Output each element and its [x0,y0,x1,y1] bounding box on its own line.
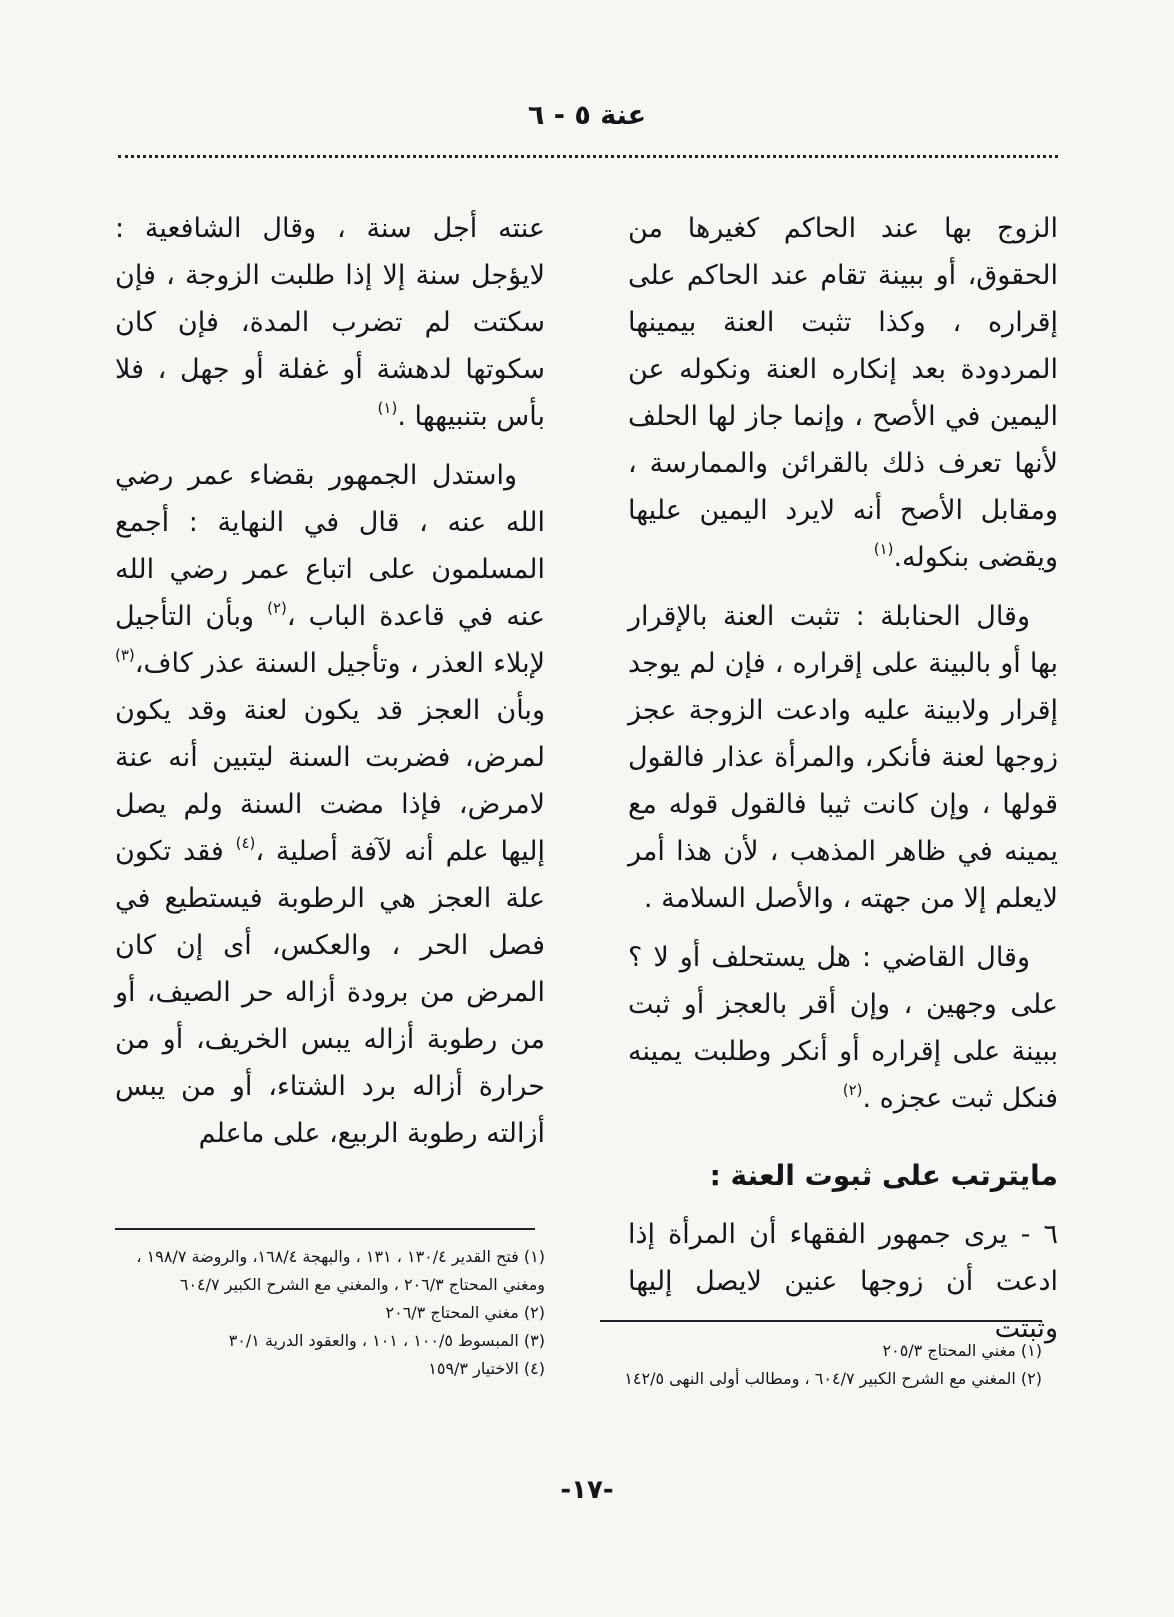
footnotes-right [600,1337,1042,1393]
paragraph-text: فقد تكون علة العجز هي الرطوبة فيستطيع في فصل الحر ، والعكس، أى إن كان المرض من برودة أزاله حر الصيف، أو من رطوبة أزاله يبس الخريف، أو من حرارة أزاله برد الشتاء، أو من يبس أزالته رطوبة الربيع، على ماعلم [115,836,545,1149]
footnote-ref: (٢) [267,599,287,617]
page-number: -١٧- [560,1475,614,1505]
footnote-rule-right [600,1320,1042,1322]
footnote-ref: (٢) [842,1081,863,1099]
paragraph-text: الزوج بها عند الحاكم كغيرها من الحقوق، أو ببينة تقام عند الحاكم على إقراره ، وكذا تثبت العنة بيمينها المردودة بعد إنكاره العنة ونكوله عن اليمين في الأصح ، وإنما جاز لها الحلف لأنها تعرف ذلك بالقرائن والممارسة ، ومقابل الأصح أنه لايرد اليمين عليها ويقضى بنكوله. [628,213,1058,573]
footnote: (٤) الاختيار ١٥٩/٣ [428,1359,545,1378]
footnote: (٢) المغني مع الشرح الكبير ٦٠٤/٧ ، ومطالب أولى النهى ١٤٢/٥ [624,1369,1042,1388]
footnote: (١) فتح القدير ١٣٠/٤ ، ١٣١ ، والبهجة ١٦٨/٤، والروضة ١٩٨/٧ ، ومغني المحتاج ٢٠٦/٣ ، والمغني مع الشرح الكبير ٦٠٤/٧ [136,1247,545,1294]
footnote: (١) مغني المحتاج ٢٠٥/٣ [882,1341,1042,1360]
right-column [628,205,1058,1364]
section-heading: مايترتب على ثبوت العنة : [709,1159,1058,1192]
footnotes-left [115,1243,545,1383]
footnote-ref: (٤) [235,834,256,852]
footnote-ref: (١) [377,399,398,417]
paragraph [628,1211,1058,1352]
footnote-rule-left [115,1228,535,1230]
paragraph-text: واستدل الجمهور بقضاء عمر رضي الله عنه ، قال في النهاية : أجمع المسلمون على اتباع عمر رضي الله عنه في قاعدة الباب ، [115,460,545,632]
footnote-ref: (١) [873,540,894,558]
paragraph [628,593,1058,922]
paragraph-text: ٦ - يرى جمهور الفقهاء أن المرأة إذا ادعت أن زوجها عنين لايصل إليها وثبتت [628,1219,1058,1344]
paragraph [115,452,545,1157]
left-column [115,205,545,1169]
paragraph-text: عنته أجل سنة ، وقال الشافعية : لايؤجل سنة إلا إذا طلبت الزوجة ، فإن سكتت لم تضرب المدة، فإن كان سكوتها لدهشة أو غفلة أو جهل ، فلا بأس بتنبيهها . [115,213,545,432]
running-head: عنة ٥ - ٦ [527,100,647,131]
paragraph [628,934,1058,1122]
paragraph-text: وبأن العجز قد يكون لعنة وقد يكون لمرض، فضربت السنة ليتبين أنه عنة لامرض، فإذا مضت السنة ولم يصل إليها علم أنه لآفة أصلية ، [115,695,545,867]
header-dotted-rule [118,155,1058,158]
paragraph-text: وقال الحنابلة : تثبت العنة بالإقرار بها أو بالبينة على إقراره ، فإن لم يوجد إقرار ولابينة عليه وادعت الزوجة عجز زوجها لعنة فأنكر، والمرأة عذار فالقول قولها ، وإن كانت ثيبا فالقول قوله مع يمينه في ظاهر المذهب ، لأن هذا أمر لايعلم إلا من جهته ، والأصل السلامة . [628,601,1058,914]
paragraph [115,205,545,440]
paragraph-text: وقال القاضي : هل يستحلف أو لا ؟ على وجهين ، وإن أقر بالعجز أو ثبت ببينة على إقراره أو أنكر وطلبت يمينه فنكل ثبت عجزه . [628,942,1058,1114]
footnote: (٣) المبسوط ١٠٠/٥ ، ١٠١ ، والعقود الدرية ٣٠/١ [228,1331,545,1350]
footnote: (٢) مغني المحتاج ٢٠٦/٣ [385,1303,545,1322]
paragraph [628,205,1058,581]
footnote-ref: (٣) [115,646,135,664]
paragraph-text: وبأن التأجيل لإبلاء العذر ، وتأجيل السنة عذر كاف، [115,601,545,679]
